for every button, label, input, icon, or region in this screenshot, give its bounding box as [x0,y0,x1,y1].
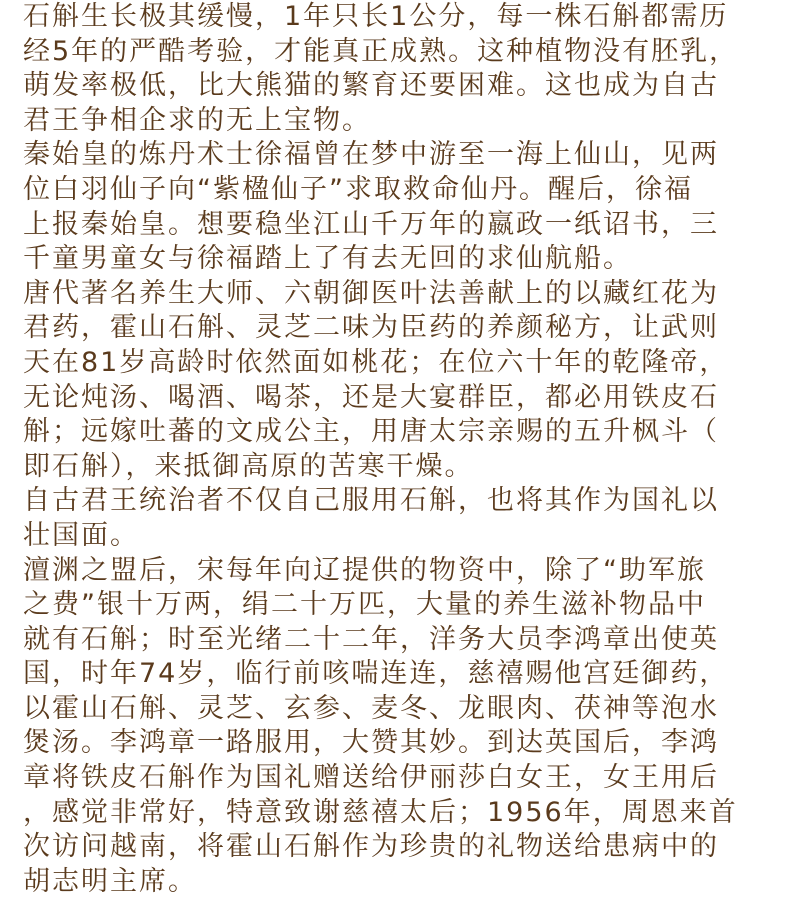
paragraph-5 [23,554,793,900]
text-line: 之费”银十万两，绢二十万匹，大量的养生滋补物品中 [23,589,706,621]
text-line: 斛；远嫁吐蕃的文成公主，用唐太宗亲赐的五升枫斗（ [23,416,719,448]
text-line: 煲汤。李鸿章一路服用，大赞其妙。到达英国后，李鸿 [23,727,719,759]
text-line: 章将铁皮石斛作为国礼赠送给伊丽莎白女王，女王用后 [23,762,719,794]
text-line: 胡志明主席。 [23,865,197,897]
article-body [23,0,793,899]
text-line: 就有石斛；时至光绪二十二年，洋务大员李鸿章出使英 [23,623,719,655]
paragraph-2 [23,138,793,276]
text-line: 以霍山石斛、灵芝、玄参、麦冬、龙眼肉、茯神等泡水 [23,692,719,724]
text-line: 国，时年74岁，临行前咳喘连连，慈禧赐他宫廷御药， [23,658,729,690]
text-line: 君王争相企求的无上宝物。 [23,104,371,136]
text-line: 唐代著名养生大师、六朝御医叶法善献上的以藏红花为 [23,277,719,309]
text-line: 石斛生长极其缓慢，1年只长1公分，每一株石斛都需历 [23,1,729,32]
text-line: 澶渊之盟后，宋每年向辽提供的物资中，除了“助军旅 [23,554,706,586]
text-line: 经5年的严酷考验，才能真正成熟。这种植物没有胚乳， [23,35,739,67]
paragraph-1 [23,0,793,138]
paragraph-3 [23,277,793,485]
paragraph-4 [23,484,793,553]
text-line: 壮国面。 [23,519,139,551]
text-line: 次访问越南，将霍山石斛作为珍贵的礼物送给患病中的 [23,831,719,863]
text-line: 无论炖汤、喝酒、喝茶，还是大宴群臣，都必用铁皮石 [23,381,719,413]
text-line: 上报秦始皇。想要稳坐江山千万年的嬴政一纸诏书，三 [23,208,719,240]
text-line: 自古君王统治者不仅自己服用石斛，也将其作为国礼以 [23,485,719,517]
text-line: 即石斛），来抵御高原的苦寒干燥。 [23,450,474,482]
text-line: 君药，霍山石斛、灵芝二味为臣药的养颜秘方，让武则 [23,312,719,344]
text-line: ，感觉非常好，特意致谢慈禧太后；1956年，周恩来首 [23,796,738,828]
text-line: 位白羽仙子向“紫楹仙子”求取救命仙丹。醒后，徐福 [23,173,693,205]
text-line: 萌发率极低，比大熊猫的繁育还要困难。这也成为自古 [23,70,719,102]
text-line: 千童男童女与徐福踏上了有去无回的求仙航船。 [23,243,632,275]
text-line: 秦始皇的炼丹术士徐福曾在梦中游至一海上仙山，见两 [23,139,719,171]
text-line: 天在81岁高龄时依然面如桃花；在位六十年的乾隆帝， [23,346,729,378]
